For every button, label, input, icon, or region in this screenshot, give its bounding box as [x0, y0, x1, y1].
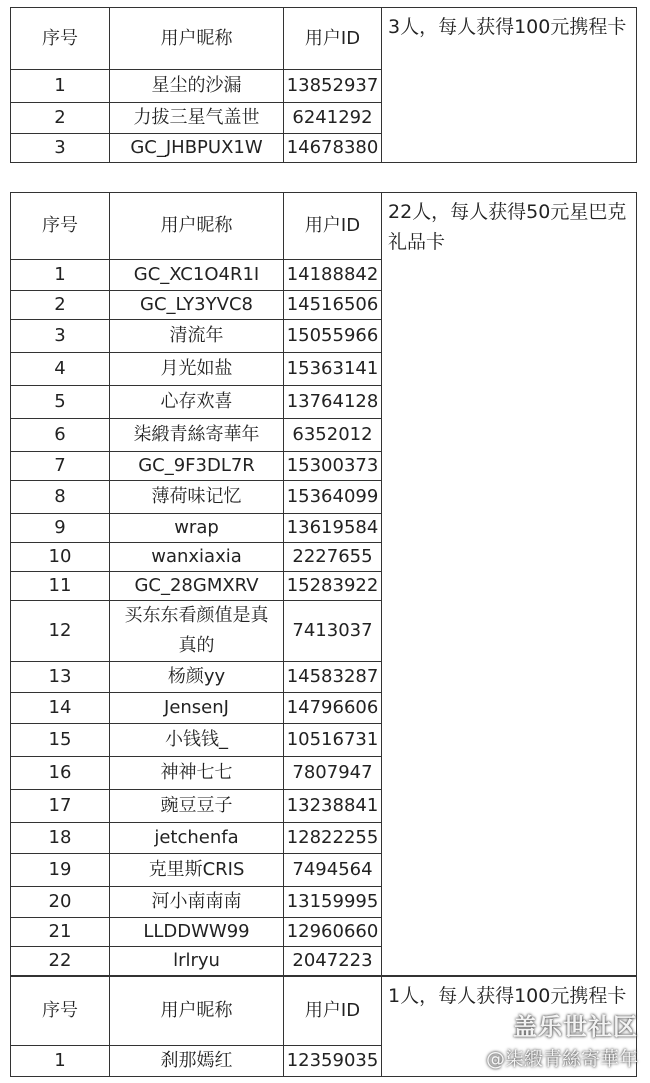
row-user-id: 15364099: [284, 481, 382, 514]
row-user-id: 13238841: [284, 790, 382, 823]
row-index: 22: [11, 947, 110, 976]
row-nickname: 买东东看颜值是真真的: [110, 601, 284, 662]
row-nickname: JensenJ: [110, 693, 284, 724]
watermark: [486, 1007, 638, 1071]
row-nickname: 清流年: [110, 320, 284, 353]
row-index: 7: [11, 452, 110, 481]
row-index: 1: [11, 1046, 110, 1077]
row-user-id: 15055966: [284, 320, 382, 353]
row-nickname: GC_LY3YVC8: [110, 291, 284, 320]
row-nickname: LLDDWW99: [110, 918, 284, 947]
award-table-1: [10, 7, 637, 163]
row-nickname: 克里斯CRIS: [110, 854, 284, 887]
row-user-id: 14583287: [284, 662, 382, 693]
row-user-id: 13764128: [284, 386, 382, 419]
row-nickname: lrlryu: [110, 947, 284, 976]
header-user-id: 用户ID: [284, 977, 382, 1046]
row-user-id: 7807947: [284, 757, 382, 790]
row-index: 16: [11, 757, 110, 790]
table-header-row: [11, 8, 637, 70]
row-user-id: 10516731: [284, 724, 382, 757]
row-index: 11: [11, 572, 110, 601]
row-index: 21: [11, 918, 110, 947]
header-index: 序号: [11, 193, 110, 260]
row-user-id: 2227655: [284, 543, 382, 572]
row-index: 6: [11, 419, 110, 452]
row-index: 14: [11, 693, 110, 724]
watermark-author: @柒緞青絲寄華年: [485, 1048, 638, 1070]
row-index: 1: [11, 260, 110, 291]
row-nickname: 豌豆豆子: [110, 790, 284, 823]
row-user-id: 14796606: [284, 693, 382, 724]
row-nickname: 月光如盐: [110, 353, 284, 386]
award-table-2: [10, 192, 637, 976]
row-index: 8: [11, 481, 110, 514]
row-nickname: 神神七七: [110, 757, 284, 790]
header-nickname: 用户昵称: [110, 193, 284, 260]
row-user-id: 15283922: [284, 572, 382, 601]
row-index: 18: [11, 823, 110, 854]
row-user-id: 7413037: [284, 601, 382, 662]
row-index: 3: [11, 134, 110, 163]
row-nickname: 星尘的沙漏: [110, 70, 284, 103]
row-index: 10: [11, 543, 110, 572]
row-index: 5: [11, 386, 110, 419]
row-nickname: wrap: [110, 514, 284, 543]
row-nickname: GC_JHBPUX1W: [110, 134, 284, 163]
row-user-id: 12359035: [284, 1046, 382, 1077]
row-nickname: 刹那嫣红: [110, 1046, 284, 1077]
row-user-id: 2047223: [284, 947, 382, 976]
row-index: 13: [11, 662, 110, 693]
header-index: 序号: [11, 977, 110, 1046]
row-nickname: 小钱钱_: [110, 724, 284, 757]
prize-description: 3人，每人获得100元携程卡: [382, 8, 637, 163]
row-nickname: 柒緞青絲寄華年: [110, 419, 284, 452]
row-index: 9: [11, 514, 110, 543]
row-nickname: GC_9F3DL7R: [110, 452, 284, 481]
row-index: 17: [11, 790, 110, 823]
prize-description: 1人，每人获得100元携程卡: [382, 977, 637, 1077]
header-user-id: 用户ID: [284, 193, 382, 260]
row-index: 3: [11, 320, 110, 353]
row-user-id: 14516506: [284, 291, 382, 320]
row-user-id: 13852937: [284, 70, 382, 103]
row-nickname: wanxiaxia: [110, 543, 284, 572]
row-user-id: 12960660: [284, 918, 382, 947]
row-user-id: 13619584: [284, 514, 382, 543]
row-index: 2: [11, 103, 110, 134]
header-nickname: 用户昵称: [110, 8, 284, 70]
header-user-id: 用户ID: [284, 8, 382, 70]
row-user-id: 13159995: [284, 887, 382, 918]
row-index: 19: [11, 854, 110, 887]
row-index: 12: [11, 601, 110, 662]
row-user-id: 14188842: [284, 260, 382, 291]
watermark-brand: 盖乐世社区: [513, 1013, 638, 1041]
row-index: 2: [11, 291, 110, 320]
row-index: 1: [11, 70, 110, 103]
row-user-id: 14678380: [284, 134, 382, 163]
row-user-id: 7494564: [284, 854, 382, 887]
header-nickname: 用户昵称: [110, 977, 284, 1046]
row-nickname: GC_XC1O4R1I: [110, 260, 284, 291]
row-user-id: 6241292: [284, 103, 382, 134]
row-nickname: 力拔三星气盖世: [110, 103, 284, 134]
row-nickname: 薄荷味记忆: [110, 481, 284, 514]
header-index: 序号: [11, 8, 110, 70]
row-user-id: 15300373: [284, 452, 382, 481]
row-nickname: GC_28GMXRV: [110, 572, 284, 601]
table-header-row: [11, 193, 637, 260]
row-user-id: 12822255: [284, 823, 382, 854]
row-nickname: 杨颜yy: [110, 662, 284, 693]
row-nickname: 心存欢喜: [110, 386, 284, 419]
row-user-id: 6352012: [284, 419, 382, 452]
row-user-id: 15363141: [284, 353, 382, 386]
prize-description: 22人，每人获得50元星巴克礼品卡: [382, 193, 637, 976]
row-index: 4: [11, 353, 110, 386]
row-index: 15: [11, 724, 110, 757]
row-nickname: 河小南南南: [110, 887, 284, 918]
row-index: 20: [11, 887, 110, 918]
row-nickname: jetchenfa: [110, 823, 284, 854]
